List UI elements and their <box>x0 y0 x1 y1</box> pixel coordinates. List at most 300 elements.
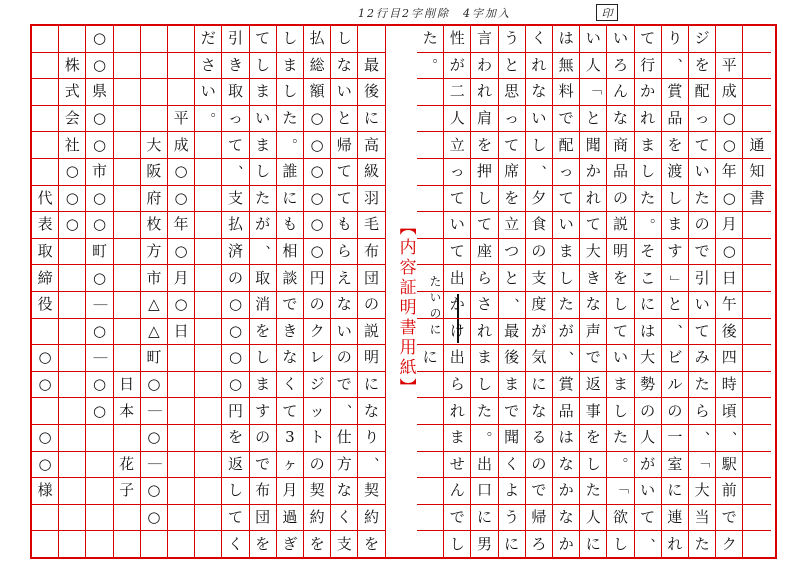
grid-cell: と <box>331 106 358 133</box>
edit-note: 12行目2字削除 4字加入 <box>358 7 511 20</box>
grid-cell: 、 <box>526 159 553 186</box>
grid-cell: し <box>250 53 277 80</box>
grid-cell: う <box>499 505 526 532</box>
grid-cell: く <box>526 26 553 53</box>
grid-cell: 引 <box>222 26 249 53</box>
grid-cell: 府 <box>141 186 168 213</box>
grid-cell: ビ <box>662 345 689 372</box>
grid-cell: で <box>499 398 526 425</box>
grid-cell <box>743 106 770 133</box>
grid-cell <box>195 372 222 399</box>
grid-cell: と <box>499 53 526 80</box>
grid-cell: と <box>662 292 689 319</box>
grid-cell: こ <box>635 265 662 292</box>
grid-cell: し <box>607 531 634 558</box>
grid-cell: い <box>526 106 553 133</box>
grid-cell: よ <box>499 478 526 505</box>
grid-cell: ○ <box>86 186 113 213</box>
grid-cell: ル <box>662 372 689 399</box>
grid-cell <box>417 425 444 452</box>
grid-cell: は <box>635 319 662 346</box>
grid-cell: 出 <box>471 452 498 479</box>
grid-cell <box>743 292 770 319</box>
grid-cell: 最 <box>499 319 526 346</box>
grid-cell: の <box>635 398 662 425</box>
grid-cell <box>86 452 113 479</box>
grid-cell: ま <box>250 372 277 399</box>
grid-cell <box>168 452 195 479</box>
grid-cell: き <box>277 319 304 346</box>
grid-cell: で <box>553 106 580 133</box>
grid-cell: か <box>553 531 580 558</box>
grid-cell: 室 <box>662 452 689 479</box>
grid-cell <box>59 345 86 372</box>
grid-cell: ○ <box>86 265 113 292</box>
grid-cell <box>86 531 113 558</box>
grid-cell: て <box>331 159 358 186</box>
grid-cell: 。 <box>635 212 662 239</box>
grid-cell <box>716 26 743 53</box>
grid-cell <box>59 478 86 505</box>
grid-cell: に <box>499 531 526 558</box>
grid-cell: す <box>662 239 689 266</box>
grid-cell: ○ <box>32 425 59 452</box>
grid-cell: ッ <box>304 398 331 425</box>
grid-cell: ○ <box>304 239 331 266</box>
grid-cell: 取 <box>222 79 249 106</box>
grid-cell: ○ <box>32 345 59 372</box>
grid-cell <box>32 531 59 558</box>
grid-cell: て <box>607 319 634 346</box>
grid-cell: ○ <box>716 106 743 133</box>
grid-cell: さ <box>471 292 498 319</box>
grid-cell: 午 <box>716 292 743 319</box>
grid-cell: 、 <box>222 159 249 186</box>
grid-cell: 市 <box>141 265 168 292</box>
grid-cell <box>114 132 141 159</box>
grid-cell: に <box>417 345 444 372</box>
grid-cell: 勢 <box>635 372 662 399</box>
grid-cell: 大 <box>689 478 716 505</box>
grid-cell: 、 <box>553 345 580 372</box>
grid-cell: 品 <box>662 106 689 133</box>
grid-cell: 聞 <box>580 132 607 159</box>
grid-cell: ○ <box>716 186 743 213</box>
grid-cell: ○ <box>716 239 743 266</box>
grid-cell: 子 <box>114 478 141 505</box>
grid-cell: 大 <box>580 239 607 266</box>
grid-cell: の <box>526 452 553 479</box>
grid-cell <box>417 212 444 239</box>
grid-cell: て <box>499 132 526 159</box>
grid-cell: 最 <box>358 53 385 80</box>
grid-cell <box>743 53 770 80</box>
grid-cell: を <box>250 319 277 346</box>
grid-cell: れ <box>526 53 553 80</box>
grid-cell: ｜ <box>141 398 168 425</box>
grid-cell: 二 <box>444 79 471 106</box>
grid-cell <box>32 505 59 532</box>
grid-cell: の <box>526 239 553 266</box>
grid-cell <box>114 239 141 266</box>
grid-cell <box>114 505 141 532</box>
grid-cell: い <box>607 26 634 53</box>
grid-cell <box>114 319 141 346</box>
grid-cell <box>168 478 195 505</box>
grid-cell: い <box>331 319 358 346</box>
grid-cell: ○ <box>168 239 195 266</box>
grid-cell: ん <box>444 478 471 505</box>
grid-cell: で <box>444 505 471 532</box>
grid-cell <box>59 292 86 319</box>
grid-cell: 人 <box>580 505 607 532</box>
grid-cell <box>195 531 222 558</box>
grid-cell: れ <box>471 319 498 346</box>
grid-cell: ま <box>499 372 526 399</box>
grid-cell: 大 <box>635 345 662 372</box>
grid-cell <box>417 398 444 425</box>
grid-cell: ○ <box>141 425 168 452</box>
grid-cell: い <box>250 106 277 133</box>
grid-cell: 説 <box>607 212 634 239</box>
grid-cell <box>32 79 59 106</box>
grid-cell: 、 <box>331 398 358 425</box>
grid-cell: 式 <box>59 79 86 106</box>
grid-cell: 株 <box>59 53 86 80</box>
grid-cell <box>32 398 59 425</box>
grid-cell: 県 <box>86 79 113 106</box>
grid-cell: た <box>689 372 716 399</box>
grid-cell: に <box>580 531 607 558</box>
grid-cell <box>32 132 59 159</box>
grid-cell: 成 <box>716 79 743 106</box>
grid-cell <box>743 345 770 372</box>
grid-cell: 、 <box>662 53 689 80</box>
grid-cell: さ <box>195 53 222 80</box>
grid-cell: ○ <box>168 159 195 186</box>
grid-cell: つ <box>499 239 526 266</box>
grid-cell: り <box>662 26 689 53</box>
grid-cell: に <box>471 505 498 532</box>
grid-cell: て <box>471 212 498 239</box>
grid-cell: み <box>689 345 716 372</box>
grid-cell: ぎ <box>277 531 304 558</box>
grid-cell: ｢ <box>689 452 716 479</box>
grid-cell: て <box>331 186 358 213</box>
grid-cell: し <box>580 452 607 479</box>
grid-cell: ｢ <box>580 79 607 106</box>
grid-cell <box>417 319 444 346</box>
grid-cell <box>417 531 444 558</box>
grid-cell: が <box>526 319 553 346</box>
grid-cell: 人 <box>635 425 662 452</box>
grid-cell: く <box>222 531 249 558</box>
grid-cell: ら <box>689 398 716 425</box>
grid-cell <box>195 212 222 239</box>
grid-cell: 平 <box>168 106 195 133</box>
grid-cell <box>195 292 222 319</box>
grid-cell: を <box>499 186 526 213</box>
grid-cell: た <box>689 186 716 213</box>
grid-cell: ○ <box>304 212 331 239</box>
grid-cell <box>743 452 770 479</box>
grid-cell <box>195 452 222 479</box>
grid-cell: 一 <box>662 425 689 452</box>
grid-cell <box>417 505 444 532</box>
grid-cell: ヶ <box>277 452 304 479</box>
grid-cell <box>417 186 444 213</box>
grid-cell: 出 <box>444 265 471 292</box>
grid-cell: の <box>662 398 689 425</box>
grid-cell: 月 <box>716 212 743 239</box>
grid-cell: か <box>635 79 662 106</box>
grid-cell: ○ <box>86 26 113 53</box>
grid-cell <box>59 26 86 53</box>
grid-cell <box>743 212 770 239</box>
grid-cell <box>195 425 222 452</box>
grid-cell: し <box>607 292 634 319</box>
grid-cell: け <box>444 319 471 346</box>
certified-letter-title: 【内容証明書用紙】 <box>395 218 416 399</box>
grid-cell: な <box>277 345 304 372</box>
grid-cell: そ <box>635 239 662 266</box>
grid-cell: ○ <box>86 372 113 399</box>
grid-cell <box>743 531 770 558</box>
grid-cell <box>114 26 141 53</box>
grid-cell <box>417 132 444 159</box>
grid-cell: に <box>358 106 385 133</box>
grid-cell: △ <box>141 319 168 346</box>
grid-cell: ま <box>662 212 689 239</box>
grid-cell: で <box>331 372 358 399</box>
grid-cell: ○ <box>304 186 331 213</box>
grid-cell: 帰 <box>526 505 553 532</box>
grid-cell: 頃 <box>716 398 743 425</box>
grid-cell: 消 <box>250 292 277 319</box>
grid-cell: て <box>250 26 277 53</box>
grid-cell: 明 <box>607 239 634 266</box>
grid-cell: △ <box>141 292 168 319</box>
grid-cell: の <box>331 345 358 372</box>
grid-cell: 支 <box>222 186 249 213</box>
grid-cell: て <box>689 319 716 346</box>
grid-cell: ○ <box>222 345 249 372</box>
grid-cell: 額 <box>304 79 331 106</box>
grid-cell: 日 <box>168 319 195 346</box>
grid-cell: な <box>553 505 580 532</box>
grid-cell: を <box>471 132 498 159</box>
grid-cell: ○ <box>32 452 59 479</box>
grid-cell: い <box>580 26 607 53</box>
grid-cell: 役 <box>32 292 59 319</box>
grid-cell: な <box>607 106 634 133</box>
grid-cell: は <box>553 26 580 53</box>
grid-cell: 明 <box>358 345 385 372</box>
grid-cell: と <box>580 106 607 133</box>
grid-cell: は <box>553 425 580 452</box>
grid-cell <box>743 478 770 505</box>
grid-cell: ○ <box>168 292 195 319</box>
grid-cell <box>141 53 168 80</box>
grid-cell: の <box>607 186 634 213</box>
grid-cell: 前 <box>716 478 743 505</box>
grid-cell: 気 <box>526 345 553 372</box>
grid-cell: 賞 <box>662 79 689 106</box>
grid-cell: ま <box>277 53 304 80</box>
grid-cell: 。 <box>417 53 444 80</box>
grid-cell: 欲 <box>607 505 634 532</box>
grid-cell: 相 <box>277 239 304 266</box>
grid-cell: い <box>689 292 716 319</box>
grid-cell: 級 <box>358 159 385 186</box>
grid-cell: 肩 <box>471 106 498 133</box>
grid-cell <box>141 26 168 53</box>
grid-cell <box>114 531 141 558</box>
grid-cell <box>59 239 86 266</box>
grid-cell: 誰 <box>277 159 304 186</box>
grid-cell: 布 <box>358 239 385 266</box>
grid-cell: 、 <box>662 319 689 346</box>
grid-cell <box>743 425 770 452</box>
grid-cell: 立 <box>444 132 471 159</box>
grid-cell: を <box>250 531 277 558</box>
grid-cell: ○ <box>59 159 86 186</box>
grid-cell: し <box>471 186 498 213</box>
grid-cell: 出 <box>444 345 471 372</box>
grid-cell: ○ <box>222 292 249 319</box>
grid-cell: 説 <box>358 319 385 346</box>
grid-cell: し <box>471 372 498 399</box>
grid-cell: ｣ <box>662 265 689 292</box>
grid-cell: 払 <box>304 26 331 53</box>
grid-cell: 契 <box>358 478 385 505</box>
grid-cell: が <box>553 319 580 346</box>
grid-cell <box>168 372 195 399</box>
grid-cell: ろ <box>526 531 553 558</box>
grid-cell <box>417 159 444 186</box>
grid-cell: い <box>635 478 662 505</box>
grid-cell: い <box>195 79 222 106</box>
grid-cell: も <box>331 212 358 239</box>
grid-cell: な <box>358 398 385 425</box>
grid-cell: が <box>250 212 277 239</box>
grid-cell: し <box>444 531 471 558</box>
grid-cell: 方 <box>141 239 168 266</box>
grid-cell: る <box>526 425 553 452</box>
grid-cell: り <box>358 425 385 452</box>
grid-cell: 大 <box>141 132 168 159</box>
grid-cell: 人 <box>444 106 471 133</box>
grid-cell: 市 <box>86 159 113 186</box>
grid-cell: 帰 <box>331 132 358 159</box>
grid-cell <box>168 531 195 558</box>
grid-cell: と <box>499 265 526 292</box>
grid-cell <box>417 79 444 106</box>
grid-cell: 羽 <box>358 186 385 213</box>
grid-cell: で <box>689 239 716 266</box>
grid-cell: 食 <box>526 212 553 239</box>
grid-cell: 、 <box>250 239 277 266</box>
grid-cell: か <box>444 292 471 319</box>
grid-cell <box>743 505 770 532</box>
grid-cell: た <box>250 186 277 213</box>
grid-cell: ○ <box>59 186 86 213</box>
grid-cell <box>417 265 444 292</box>
grid-cell: 月 <box>277 478 304 505</box>
grid-cell: な <box>553 452 580 479</box>
grid-cell: ト <box>304 425 331 452</box>
grid-cell: し <box>553 265 580 292</box>
grid-cell <box>168 53 195 80</box>
grid-cell: 団 <box>358 265 385 292</box>
grid-cell <box>59 452 86 479</box>
grid-cell <box>86 425 113 452</box>
grid-cell: 言 <box>471 26 498 53</box>
grid-cell: 円 <box>304 265 331 292</box>
grid-cell: 団 <box>250 505 277 532</box>
grid-cell: な <box>526 79 553 106</box>
grid-cell <box>86 505 113 532</box>
grid-cell: を <box>580 425 607 452</box>
grid-cell: 引 <box>689 265 716 292</box>
grid-cell: く <box>499 452 526 479</box>
grid-cell: 代 <box>32 186 59 213</box>
grid-cell <box>114 53 141 80</box>
grid-cell: れ <box>444 398 471 425</box>
grid-cell: で <box>580 345 607 372</box>
grid-cell: ○ <box>86 132 113 159</box>
grid-cell: き <box>222 53 249 80</box>
grid-cell: の <box>222 265 249 292</box>
grid-cell: し <box>250 345 277 372</box>
grid-cell: 払 <box>222 212 249 239</box>
grid-cell: 布 <box>250 478 277 505</box>
grid-cell: 事 <box>580 398 607 425</box>
grid-cell: 配 <box>689 79 716 106</box>
grid-cell: 3 <box>277 425 304 452</box>
grid-cell <box>114 292 141 319</box>
grid-cell <box>358 26 385 53</box>
grid-cell <box>32 26 59 53</box>
grid-cell: い <box>444 212 471 239</box>
grid-cell: が <box>635 452 662 479</box>
grid-cell: ら <box>331 239 358 266</box>
grid-cell <box>195 478 222 505</box>
grid-cell: ク <box>304 319 331 346</box>
grid-cell: 駅 <box>716 452 743 479</box>
grid-cell: を <box>222 425 249 452</box>
grid-cell: し <box>277 79 304 106</box>
grid-cell: し <box>635 159 662 186</box>
grid-cell: 席 <box>499 159 526 186</box>
grid-cell <box>141 106 168 133</box>
grid-cell <box>195 398 222 425</box>
grid-cell: 行 <box>635 53 662 80</box>
grid-cell <box>168 345 195 372</box>
grid-cell <box>59 531 86 558</box>
grid-cell: 支 <box>526 265 553 292</box>
grid-cell: 仕 <box>331 425 358 452</box>
grid-cell: 会 <box>59 106 86 133</box>
grid-cell <box>114 186 141 213</box>
grid-cell: ○ <box>304 132 331 159</box>
grid-cell: ○ <box>304 106 331 133</box>
grid-cell: ジ <box>304 372 331 399</box>
grid-cell: を <box>662 132 689 159</box>
grid-cell: を <box>358 531 385 558</box>
grid-cell: で <box>716 505 743 532</box>
grid-cell <box>743 26 770 53</box>
